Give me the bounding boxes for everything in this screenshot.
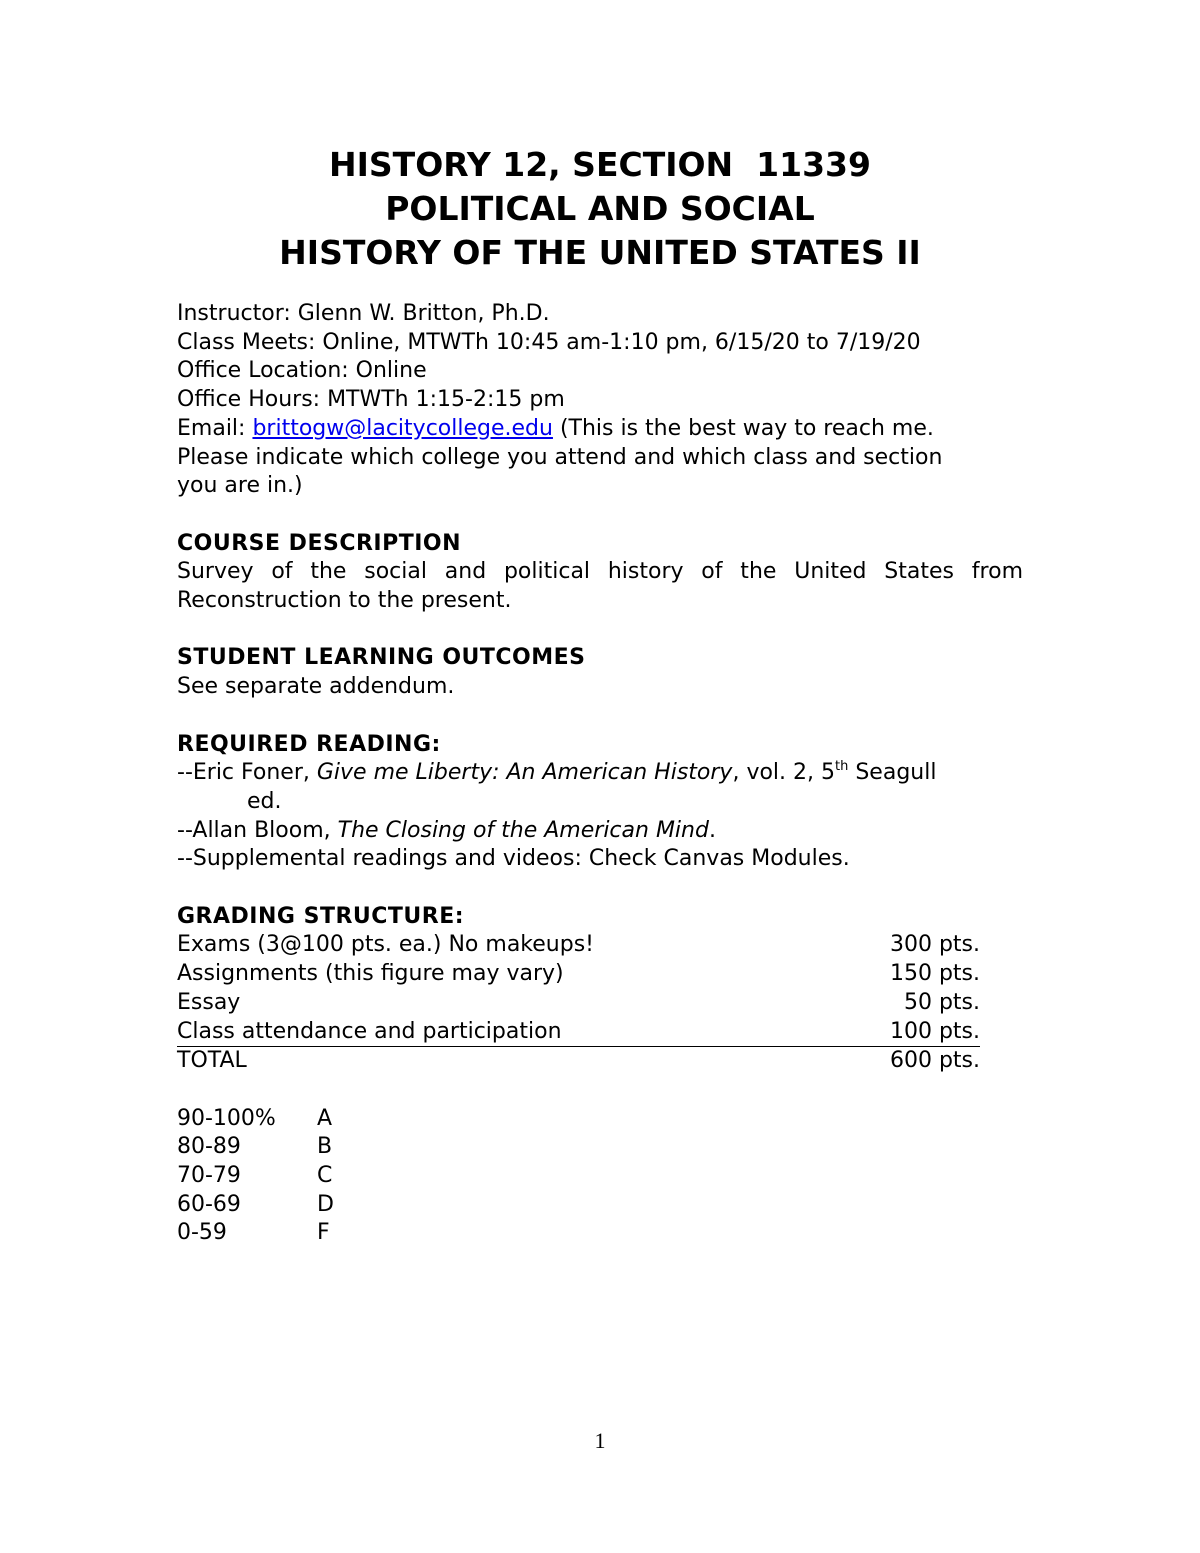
document-body — [177, 300, 1023, 1248]
title-line-3: HISTORY OF THE UNITED STATES II — [279, 233, 921, 272]
grading-row-label: Essay — [177, 989, 241, 1015]
book-title-bloom: The Closing of the American Mind — [337, 817, 709, 843]
grading-total-row — [177, 1047, 980, 1076]
document-title — [0, 143, 1200, 275]
reading-item-2: --Allan Bloom, The Closing of the American Mind. — [177, 817, 716, 843]
email-link[interactable]: brittogw@lacitycollege.edu — [252, 415, 553, 441]
grade-range: 70-79 — [177, 1163, 241, 1189]
email-note-1: (This is the best way to reach me. — [552, 415, 934, 441]
grading-row — [177, 989, 980, 1018]
course-description-heading: COURSE DESCRIPTION — [177, 530, 462, 556]
grading-row-label: Exams (3@100 pts. ea.) No makeups! — [177, 932, 594, 958]
instructor-line: Instructor: Glenn W. Britton, Ph.D. — [177, 301, 550, 326]
grade-letter: F — [317, 1220, 330, 1246]
grading-row-points: 50 pts. — [903, 989, 980, 1015]
office-location-line: Office Location: Online — [177, 358, 427, 384]
grade-range: 80-89 — [177, 1134, 241, 1160]
grade-scale-table — [177, 1105, 334, 1249]
grading-row — [177, 960, 980, 989]
office-hours-line: Office Hours: MTWTh 1:15-2:15 pm — [177, 387, 565, 413]
grade-letter: D — [317, 1191, 334, 1217]
book-title-foner: Give me Liberty: An American History — [316, 760, 733, 786]
title-line-2: POLITICAL AND SOCIAL — [385, 189, 815, 228]
grade-scale-row — [177, 1162, 334, 1191]
class-meets-line: Class Meets: Online, MTWTh 10:45 am-1:10 pm, 6/15/20 to 7/19/20 — [177, 329, 921, 355]
reading-item-3: --Supplemental readings and videos: Check Canvas Modules. — [177, 846, 850, 872]
grading-row-points: 600 pts. — [889, 1048, 980, 1074]
grading-heading: GRADING STRUCTURE: — [177, 903, 465, 929]
reading-item-1: --Eric Foner, Give me Liberty: An American History, vol. 2, 5th Seagull — [177, 759, 937, 786]
grading-table — [177, 931, 980, 1076]
grade-range: 90-100% — [177, 1105, 276, 1131]
grade-letter: B — [317, 1134, 333, 1160]
grade-scale-row — [177, 1219, 334, 1248]
grading-row-label: Assignments (this figure may vary) — [177, 961, 564, 987]
grading-row-label: Class attendance and participation — [177, 1018, 840, 1047]
course-description-text: Survey of the social and political history of the United States from Reconstruction to the present. — [177, 559, 1023, 614]
outcomes-heading: STUDENT LEARNING OUTCOMES — [177, 645, 586, 671]
grade-letter: C — [317, 1163, 333, 1189]
grade-scale-row — [177, 1105, 334, 1134]
grading-row-points: 150 pts. — [889, 961, 980, 987]
grading-row-label: TOTAL — [177, 1048, 247, 1074]
grade-range: 0-59 — [177, 1220, 227, 1246]
title-line-1: HISTORY 12, SECTION 11339 — [329, 145, 871, 184]
page-number: 1 — [594, 1428, 606, 1453]
grading-row — [177, 931, 980, 960]
email-note-2: Please indicate which college you attend and which class and section — [177, 444, 943, 470]
grading-row — [177, 1018, 980, 1047]
grade-letter: A — [317, 1105, 333, 1131]
grading-row-points: 100 pts. — [840, 1018, 980, 1047]
grading-row-points: 300 pts. — [889, 932, 980, 958]
outcomes-text: See separate addendum. — [177, 674, 455, 700]
reading-item-1-continued: ed. — [247, 788, 282, 814]
grade-range: 60-69 — [177, 1191, 241, 1217]
email-line — [177, 415, 1023, 444]
email-note-3: you are in.) — [177, 473, 303, 499]
grade-scale-row — [177, 1191, 334, 1220]
grade-scale-row — [177, 1133, 334, 1162]
reading-heading: REQUIRED READING: — [177, 731, 441, 757]
email-label: Email: — [177, 415, 253, 441]
